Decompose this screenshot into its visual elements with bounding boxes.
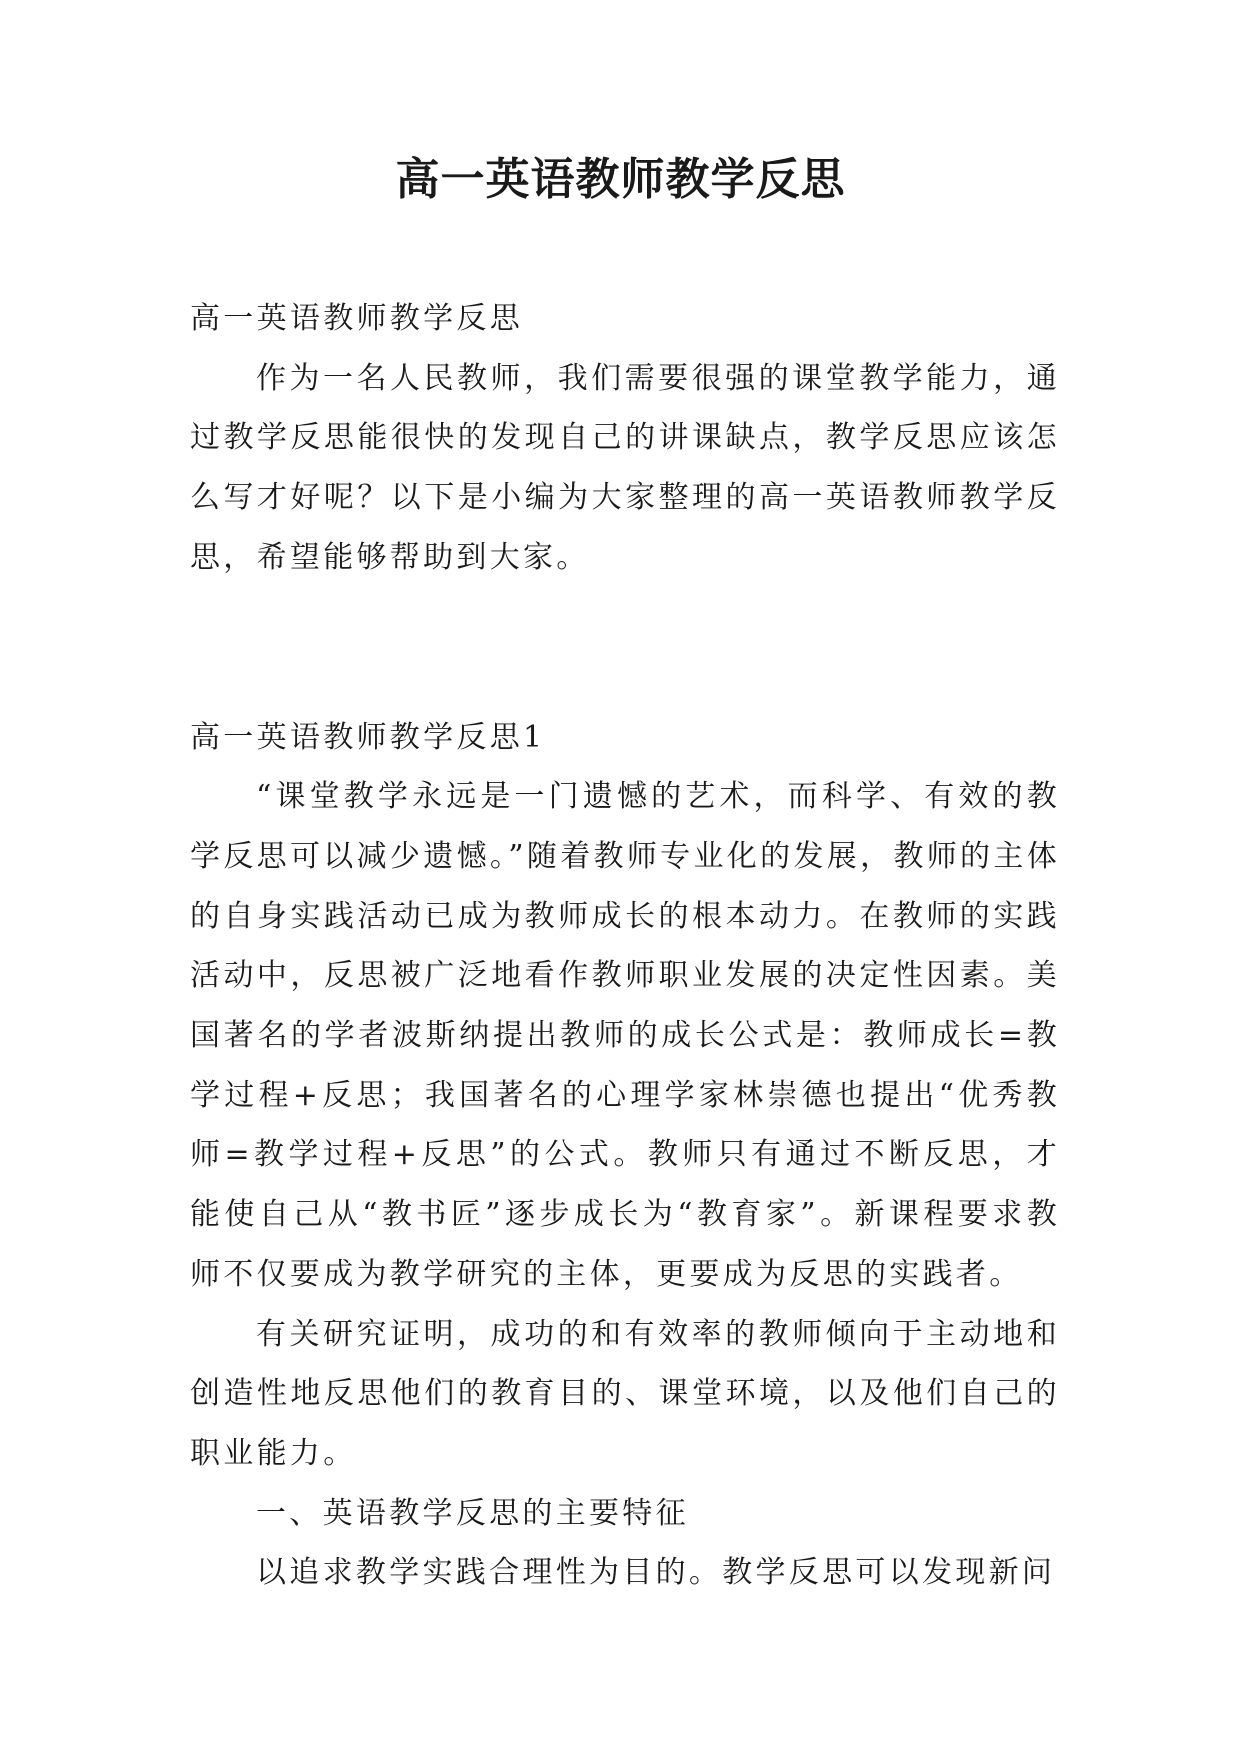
section-heading: 高一英语教师教学反思1 — [190, 719, 546, 755]
section-spacer — [190, 588, 1060, 708]
document-body — [190, 289, 1060, 1603]
body-paragraph: 有关研究证明，成功的和有效率的教师倾向于主动地和创造性地反思他们的教育目的、课堂环境，以及他们自己的职业能力。 — [190, 1316, 1060, 1471]
body-paragraph: “课堂教学永远是一门遗憾的艺术，而科学、有效的教学反思可以减少遗憾。”随着教师专业化的发展，教师的主体的自身实践活动已成为教师成长的根本动力。在教师的实践活动中，反思被广泛地看作教师职业发展的决定性因素。美国著名的学者波斯纳提出教师的成长公式是：教师成长=教学过程+反思；我国著名的心理学家林崇德也提出“优秀教师=教学过程+反思”的公式。教师只有通过不断反思，才能使自己从“教书匠”逐步成长为“教育家”。新课程要求教师不仅要成为教学研究的主体，更要成为反思的实践者。 — [190, 779, 1060, 1292]
body-paragraph: 以追求教学实践合理性为目的。教学反思可以发现新问 — [256, 1555, 1056, 1591]
document-title: 高一英语教师教学反思 — [395, 154, 846, 205]
intro-paragraph: 作为一名人民教师，我们需要很强的课堂教学能力，通过教学反思能很快的发现自己的讲课缺点，教学反思应该怎么写才好呢？以下是小编为大家整理的高一英语教师教学反思，希望能够帮助到大家。 — [190, 360, 1060, 575]
document-subtitle: 高一英语教师教学反思 — [190, 301, 523, 336]
subsection-heading: 一、英语教学反思的主要特征 — [256, 1495, 689, 1531]
